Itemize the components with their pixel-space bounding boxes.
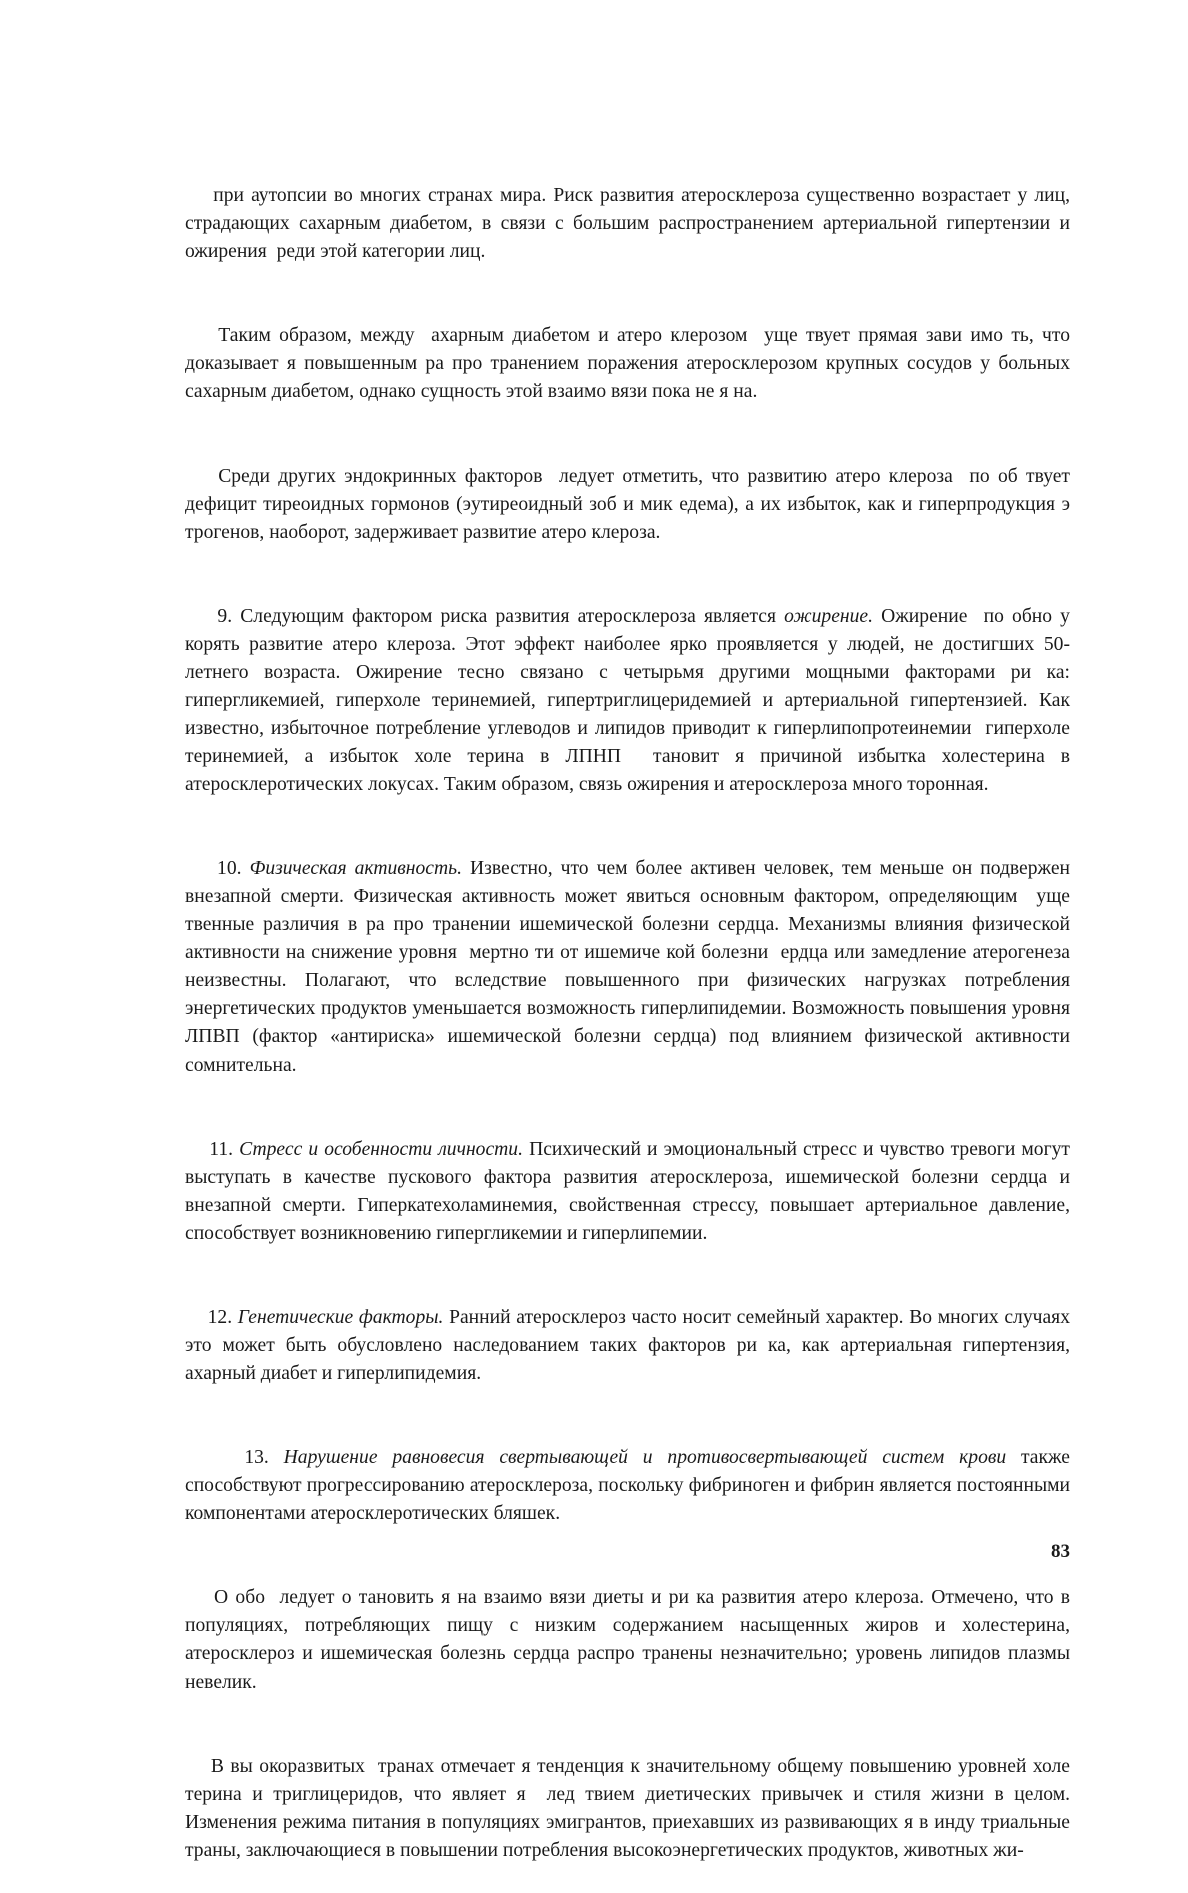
- item-heading: Генетические факторы.: [237, 1306, 444, 1328]
- page-body: [185, 154, 1080, 1893]
- item-number: 12.: [207, 1306, 238, 1328]
- paragraph-risk-factor-9: [185, 575, 1075, 827]
- paragraph: [185, 154, 1075, 294]
- paragraph-text: Ожирение по обно у корять развитие атеро клероза. Этот эффект наиболее ярко проявляется у людей, не достигших 50-летнего возраста. Ожирение тесно связано с четырьмя другими мощными факторами ри ка: гипергликемией, гиперхоле теринемией, гипертриглицеридемией и артериальной гипертензией. Как известно, избыточное потребление углеводов и липидов приводит к гиперлипопротеинемии гиперхоле теринемией, а избыток холе терина в ЛПНП тановит я причиной избытка холестерина в атеросклеротических локусах. Таким образом, связь ожирения и атеросклероза много торонная.: [185, 605, 1075, 796]
- paragraph-risk-factor-11: [185, 1108, 1075, 1276]
- paragraph-text: Психический и эмоциональный стресс и чувство тревоги могут выступать в качестве пускового фактора развития атеросклероза, ишемической болезни сердца и внезапной смерти. Гиперкатехоламинемия, свойственная стрессу, повышает артериальное давление, способствует возникновению гипергликемии и гиперлипемии.: [185, 1138, 1075, 1244]
- paragraph-text: В вы окоразвитых транах отмечает я тенденция к значительному общему повышению уровней холе терина и триглицеридов, что являет я лед твием диетических привычек и стиля жизни в целом. Изменения режима питания в популяциях эмигрантов, приехавших из развивающих я в инду триальные траны, заключающиеся в повышении потребления высокоэнергетических продуктов, животных жи-: [185, 1755, 1080, 1861]
- paragraph-text: при аутопсии во многих странах мира. Риск развития атеросклероза существенно возрастает у лиц, страдающих сахарным диабетом, в связи с большим распространением артериальной гипертензии и ожирения реди этой категории лиц.: [185, 185, 1075, 263]
- paragraph-text: также способствуют прогрессированию атеросклероза, поскольку фибриноген и фибрин является постоянными компонентами атеросклеротических бляшек.: [185, 1447, 1075, 1525]
- item-number: 10.: [217, 858, 250, 880]
- item-heading: Нарушение равновесия свертывающей и противосвертывающей систем крови: [283, 1447, 1007, 1469]
- paragraph-text: О обо ледует о тановить я на взаимо вязи диеты и ри ка развития атеро клероза. Отмечено, что в популяциях, потребляющих пищу с низким содержанием насыщенных жиров и холестерина, атеросклероз и ишемическая болезнь сердца распро транены незначительно; уровень липидов плазмы невелик.: [185, 1587, 1075, 1693]
- paragraph-text: Среди других эндокринных факторов ледует отметить, что развитию атеро клероза по об твует дефицит тиреоидных гормонов (эутиреоидный зоб и мик едема), а их избыток, как и гиперпродукция э трогенов, наоборот, задерживает развитие атеро клероза.: [185, 465, 1075, 543]
- item-number: 13.: [244, 1447, 284, 1469]
- paragraph: [185, 1556, 1075, 1724]
- paragraph-text: Таким образом, между ахарным диабетом и атеро клерозом уще твует прямая зави имо ть, что доказывает я повышенным ра про транением поражения атеросклерозом крупных сосудов у больных сахарным диабетом, однако сущность этой взаимо вязи пока не я на.: [185, 325, 1075, 403]
- paragraph-text: Известно, что чем более активен человек, тем меньше он подвержен внезапной смерти. Физическая активность может явиться основным фактором, определяющим уще твенные различия в ра про транении ишемической болезни сердца. Механизмы влияния физической активности на снижение уровня мертно ти от ишемиче кой болезни ердца или замедление атерогенеза неизвестны. Полагают, что вследствие повышенного при физических нагрузках потребления энергетических продуктов уменьшается возможность гиперлипидемии. Возможность повышения уровня ЛПВП (фактор «антириска» ишемической болезни сердца) под влиянием физической активности сомнительна.: [185, 858, 1075, 1076]
- paragraph-text: Ранний атеросклероз часто носит семейный характер. Во многих случаях это может быть обусловлено наследованием таких факторов ри ка, как артериальная гипертензия, ахарный диабет и гиперлипидемия.: [185, 1306, 1080, 1385]
- paragraph: [185, 1725, 1080, 1893]
- paragraph: [185, 434, 1075, 574]
- paragraph-text: 9. Следующим фактором риска развития атеросклероза является: [217, 605, 785, 627]
- paragraph: [185, 294, 1075, 434]
- emphasis-term: ожирение.: [784, 605, 873, 627]
- item-number: 11.: [209, 1138, 240, 1160]
- item-heading: Стресс и особенности личности.: [239, 1138, 524, 1160]
- page-number: 83: [1051, 1541, 1070, 1562]
- paragraph-risk-factor-12: [185, 1276, 1080, 1416]
- paragraph-risk-factor-10: [185, 827, 1075, 1107]
- paragraph-risk-factor-13: [185, 1416, 1075, 1556]
- item-heading: Физическая активность.: [249, 858, 462, 880]
